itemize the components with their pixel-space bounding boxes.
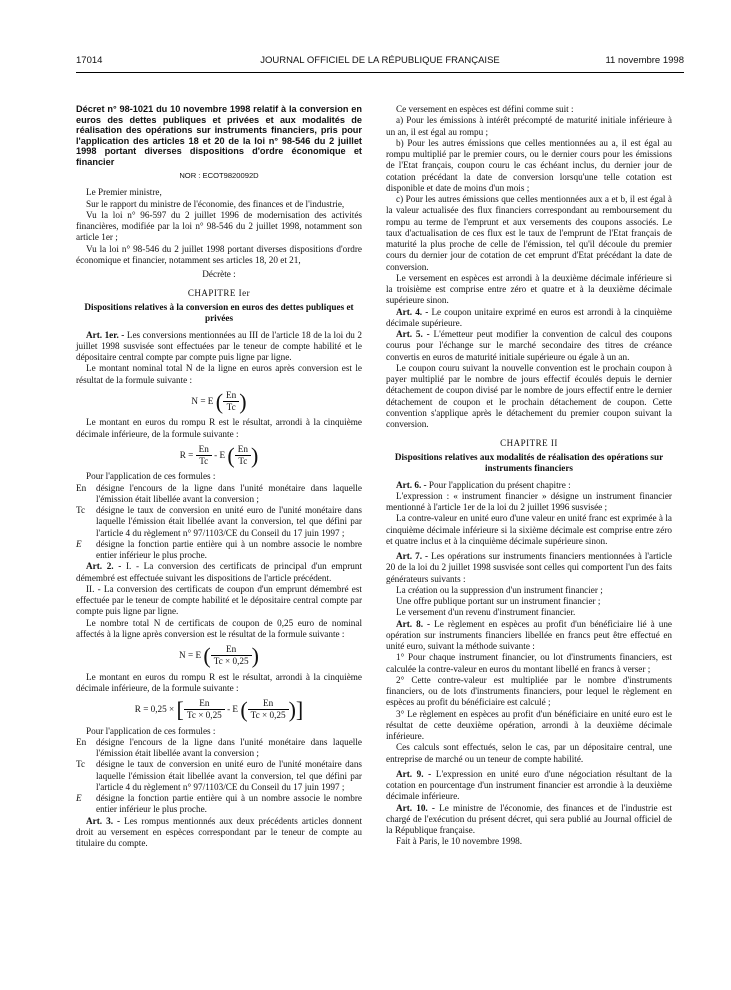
chapter-heading: CHAPITRE II [500,438,558,449]
formula-numerator: En [223,390,239,402]
paragraph: Le montant en euros du rompu R est le résultat, arrondi à la cinquième décimale inférieure, de la formule suivante : [76,417,362,439]
article-label: Art. 8. - [396,618,431,629]
paragraph: Le Premier ministre, [86,187,162,198]
definition-item [76,483,362,506]
formula-denominator: Tc [199,456,209,466]
paragraph: Vu la loi n° 96-597 du 2 juillet 1996 de modernisation des activités financières, modifiée par la loi n° 98-546 du 2 juillet 1998, notamment son article 1er ; [76,209,362,243]
paragraph: Pour l'application de ces formules : [86,471,216,482]
formula-lhs: N = E [191,395,214,406]
formula-denominator: Tc × 0,25 [186,710,222,721]
right-column [386,104,672,848]
definition-text: désigne l'encours de la ligne dans l'unité monétaire dans laquelle l'émission était libellée avant la conversion ; [96,736,362,758]
definition-item [76,505,362,539]
definition-item [76,793,362,816]
paragraph: L'expression : « instrument financier » désigne un instrument financier mentionné à l'article 1er de la loi du 2 juillet 1996 susvisée ; [386,490,672,512]
nor-reference: NOR : ECOT9820092D [179,171,259,180]
article-label: Art. 9. - [396,768,432,779]
article-text: Les rompus mentionnés aux deux précédents articles donnent droit au versement en espèces correspondant par le teneur de compte au titulaire du compte. [76,815,362,848]
paragraph: Le coupon couru suivant la nouvelle convention est le prochain coupon à payer multiplié par le nombre de jours effectif écoulés depuis le dernier détachement de coupon divisé par le nombre de jours effectif entre le dernier détachement de coupon et le prochain détachement de coupon. Cette convention s'applique après le détachement du premier coupon suivant la conversion. [386,362,672,429]
paragraph: Sur le rapport du ministre de l'économie, des finances et de l'industrie, [86,198,345,209]
formula-denominator: Tc × 0,25 [213,656,249,667]
formula-denominator: Tc × 0,25 [250,710,286,721]
paragraph: c) Pour les autres émissions que celles mentionnées aux a et b, il est égal à la valeur actualisée des flux financiers correspondant au remboursement du rompu au terme de l'emprunt et aux versements des coupons associés. Le taux d'actualisation de ces flux est le taux de l'emprunt de l'Etat français de maturité la plus proche de celle de l'émission, tel qu'il découle du premier cours du dernier jour de cotation de cet emprunt d'Etat précédant la date de conversion. [386,194,672,272]
formula-numerator: En [248,698,289,710]
definition-text: désigne la fonction partie entière qui à un nombre associe le nombre entier inférieur le plus proche. [96,793,362,815]
paragraph: Le versement en espèces est arrondi à la deuxième décimale inférieure si la troisième est comprise entre zéro et quatre et à la deuxième décimale supérieure sinon. [386,272,672,306]
article-label: Art. 1er. - [86,329,125,340]
decrete-heading: Décrète : [202,269,236,279]
paragraph: Le versement d'un revenu d'instrument financier. [396,607,576,618]
paragraph: La création ou la suppression d'un instrument financier ; [396,584,603,595]
paragraph: 1° Pour chaque instrument financier, ou lot d'instruments financiers, est calculée la contre-valeur en euros du montant libellé en francs à verser ; [386,652,672,674]
section-heading: Dispositions relatives à la conversion en euros des dettes publiques et privées [84,301,354,323]
paragraph: a) Pour les émissions à intérêt précompté de maturité initiale inférieure à un an, il est égal au rompu ; [386,115,672,137]
formula-r-coupon: R = 0,25 × [ $\frac{En}{Tc \times 0,25}$ - E ( $\frac{En}{Tc \times 0,25}$ )] [134,697,304,723]
definition-term: Tc [76,505,86,515]
signature-place-date: Fait à Paris, le 10 novembre 1998. [396,836,523,847]
formula-numerator: En [184,698,225,710]
paragraph: Une offre publique portant sur un instrument financier ; [396,596,601,606]
article-text: L'expression en unité euro d'une négociation résultant de la cotation en pourcentage d'un instrument financier est arrondie à la deuxième décimale inférieure. [386,768,673,802]
page-header [76,55,684,69]
page-number: 17014 [76,55,103,66]
journal-title: JOURNAL OFFICIEL DE LA RÉPUBLIQUE FRANÇAISE [260,55,500,66]
definition-item [76,737,362,760]
formula-denominator: Tc [238,456,248,466]
paragraph: Ces calculs sont effectués, selon le cas, par un dépositaire central, une entreprise de marché ou un teneur de compte habilité. [386,742,672,764]
article-9 [386,769,672,803]
article-text: Pour l'application du présent chapitre : [428,479,571,490]
formula-n: N = E ( $\frac{En}{Tc}$ ) [191,388,247,414]
paragraph: Vu la loi n° 98-546 du 2 juillet 1998 portant diverses dispositions d'ordre économique et financier, notamment ses articles 18, 20 et 21, [76,243,362,265]
article-label: Art. 3. - [86,815,121,826]
definition-text: désigne la fonction partie entière qui à un nombre associe le nombre entier inférieur le plus proche. [96,538,362,560]
paragraph: La contre-valeur en unité euro d'une valeur en unité franc est exprimée à la cinquième décimale inférieure si la sixième décimale est comprise entre zéro et quatre inclus et à la cinquième décimale supérieure sinon. [386,513,672,546]
article-4 [386,307,672,330]
article-2 [76,561,362,584]
article-label: Art. 5. - [396,329,430,339]
formula-denominator: Tc [226,402,236,412]
definition-item [76,759,362,793]
paragraph: Le montant nominal total N de la ligne en euros après conversion est le résultat de la formule suivante : [76,363,362,385]
article-3 [76,816,362,850]
definition-item [76,539,362,562]
formula-numerator: En [235,444,251,456]
decree-title: Décret n° 98-1021 du 10 novembre 1998 relatif à la conversion en euros des dettes publiques et privées et aux modalités de réalisation des opérations sur instruments financiers, pris pour l'application des articles 18 et 20 de la loi n° 98-546 du 2 juillet 1998 portant diverses dispositions d'ordre économique et financier [76,104,362,167]
definition-text: désigne le taux de conversion en unité euro de l'unité monétaire dans laquelle l'émission était libellée avant la conversion, tel que défini par l'article 4 du règlement n° 97/1103/CE du Conseil du 17 juin 1997 ; [96,505,362,538]
formula-numerator: En [211,644,252,656]
article-text: Le ministre de l'économie, des finances et de l'industrie est chargé de l'exécution du présent décret, qui sera publié au Journal officiel de la République française. [386,802,673,835]
article-7 [386,551,672,585]
paragraph: 2° Cette contre-valeur est multipliée par le nombre d'instruments financiers, ou de lots d'instruments financiers, pour lequel le règlement en espèces au profit du bénéficiaire est calculé ; [386,674,672,708]
article-label: Art. 6. - [396,479,427,490]
article-label: Art. 2. - [86,561,122,572]
paragraph: Ce versement en espèces est défini comme suit : [396,104,574,114]
article-label: Art. 10. - [396,802,435,813]
article-1 [76,330,362,364]
definitions-list [76,737,362,816]
definitions-list [76,483,362,562]
formula-r: R = $\frac{En}{Tc}$ - E ( $\frac{En}{Tc}$ ) [179,442,259,468]
section-heading: Dispositions relatives aux modalités de réalisation des opérations sur instruments financiers [394,451,664,473]
paragraph: 3° Le règlement en espèces au profit d'un bénéficiaire en unité euro est le résultat de cette deuxième opération, arrondi à la deuxième décimale inférieure. [386,708,672,741]
article-10 [386,803,672,837]
definition-term: En [76,482,87,493]
definition-term: Tc [76,759,86,770]
formula-numerator: En [196,444,212,456]
article-text: Les conversions mentionnées au III de l'article 18 de la loi du 2 juillet 1998 susvisée sont effectuées par le teneur de compte habilité et le dépositaire central compte par compte puis ligne par ligne. [76,329,362,362]
paragraph: II. - La conversion des certificats de coupon d'un emprunt démembré est effectuée par le teneur de compte habilité et le dépositaire central compte par compte puis ligne par ligne. [76,583,362,617]
article-text: Le coupon unitaire exprimé en euros est arrondi à la cinquième décimale supérieure. [386,306,672,328]
article-text: Les opérations sur instruments financiers mentionnées à l'article 20 de la loi du 2 juillet 1998 susvisée sont celles qui comportent l'un des faits générateurs suivants : [386,551,672,584]
header-rule [76,72,684,73]
article-6 [386,480,672,491]
definition-term: En [76,736,87,747]
left-column [76,104,362,849]
definition-text: désigne l'encours de la ligne dans l'unité monétaire dans laquelle l'émission était libellée avant la conversion ; [96,482,362,504]
article-text: Le règlement en espèces au profit d'un bénéficiaire lié à une opération sur instruments financiers libellée en francs peut être effectué en unité euro, suivant la méthode suivante : [386,618,672,651]
article-label: Art. 4. - [396,306,429,317]
paragraph: Le nombre total N de certificats de coupon de 0,25 euro de nominal affectés à la ligne après conversion est le résultat de la formule suivante : [76,617,362,639]
formula-operator: - E [227,703,239,714]
definition-term: E [76,538,82,549]
article-label: Art. 7. - [396,551,429,561]
article-8 [386,619,672,653]
article-text: I. - La conversion des certificats de principal d'un emprunt démembré est effectuée suivant les dispositions de l'article précédent. [76,561,363,583]
formula-lhs: N = E [179,649,202,660]
paragraph: Le montant en euros du rompu R est le résultat, arrondi à la cinquième décimale inférieure, de la formule suivante : [76,671,362,693]
formula-n-coupon: N = E ( $\frac{En}{Tc \times 0,25}$ ) [179,643,259,669]
issue-date: 11 novembre 1998 [605,55,684,66]
definition-term: E [76,793,82,803]
formula-operator: - E [214,449,226,460]
chapter-heading: CHAPITRE Ier [187,288,251,299]
paragraph: b) Pour les autres émissions que celles mentionnées au a, il est égal au rompu multiplié par le premier cours, ou le dernier cours pour les émissions de l'Etat français, coupon couru le cas échéant inclus, du dernier jour de cotation précédant la date de conversion lorsqu'une telle cotation est disponible et date de moins d'un mois ; [386,137,672,193]
paragraph: Pour l'application de ces formules : [86,725,216,736]
formula-lhs: R = 0,25 × [134,703,175,714]
article-text: L'émetteur peut modifier la convention de calcul des coupons courus pour l'échange sur le marché secondaire des titres de créance convertis en euros de maturité initiale supérieure ou égale à un an. [386,329,672,362]
article-5 [386,329,672,363]
definition-text: désigne le taux de conversion en unité euro de l'unité monétaire dans laquelle l'émission était libellée avant la conversion, tel que défini par l'article 4 du règlement n° 97/1103/CE du Conseil du 17 juin 1997 ; [96,759,362,792]
formula-lhs: R = [179,449,194,460]
